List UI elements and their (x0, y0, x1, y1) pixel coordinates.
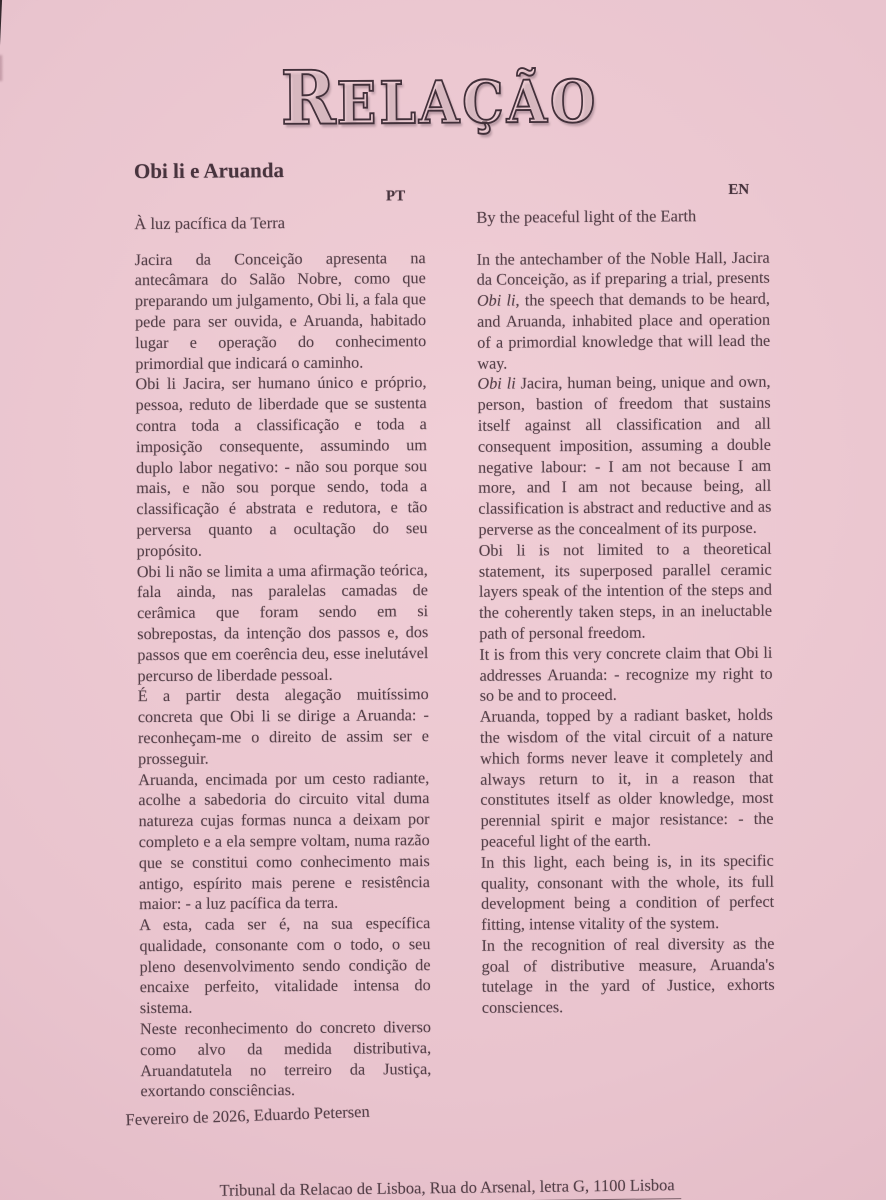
paragraph: É a partir desta alegação muitíssimo concreta que Obi li se dirige a Aruanda: - reconheçam-me o direito de assim ser e prosseguir. (137, 685, 430, 768)
photo-edge-artifact (0, 0, 2, 49)
document-title: Obi li e Aruanda (133, 158, 285, 184)
footer-address (4, 1173, 886, 1200)
paragraphs-pt (135, 248, 432, 1103)
english-column (476, 180, 775, 1019)
paragraph: A esta, cada ser é, na sua específica qualidade, consonante com o todo, o seu pleno desenvolvimento sendo condição de encaixe perfeito, vitalidade intensa do sistema. (139, 914, 431, 1018)
footer-address-text: Tribunal da Relacao de Lisboa, Rua do Arsenal, letra G, 1100 Lisboa (213, 1175, 680, 1200)
paragraph: Aruanda, topped by a radiant basket, holds the wisdom of the vital circuit of a nature which forms never leave it completely and always return to it, in a reason that constitutes itself as older knowledge, most perennial spirit e major resistance: - the peaceful light of the earth. (479, 705, 774, 851)
subtitle-en: By the peaceful light of the Earth (476, 206, 697, 227)
paragraphs-en (477, 247, 775, 1019)
paragraph: Obi li não se limita a uma afirmação teórica, fala ainda, nas paralelas camadas de cerâmica que foram sendo em si sobrepostas, da intenção dos passos e, dos passos que em coerência deu, esse inelutável percurso de liberdade pessoal. (136, 560, 429, 685)
paragraph: In the recognition of real diversity as the goal of distributive measure, Aruanda's tutelage in the yard of Justice, exhorts consciences. (481, 934, 775, 1018)
relacao-court-logo: RELAÇÃO (280, 54, 599, 142)
signature-date-author: Fevereiro de 2026, Eduardo Petersen (125, 1101, 371, 1130)
paragraph: Obi li Jacira, ser humano único e próprio, pessoa, reduto de liberdade que se sustenta contra toda a classificação e toda a imposição consequente, assumindo um duplo labor negativo: - não sou porque sou mais, e não sou porque sendo, toda a classificação é abstrata e redutora, e tão perversa quanto a ocultação do seu propósito. (135, 373, 428, 560)
language-label-en: EN (728, 181, 750, 198)
paragraph: In the antechamber of the Noble Hall, Jacira da Conceição, as if preparing a trial, presents Obi li, the speech that demands to be heard, and Aruanda, inhabited place and operation of a primordial knowledge that will lead the way. (476, 248, 771, 373)
paragraph: It is from this very concrete claim that Obi li addresses Aruanda: - recognize my right to so be and to proceed. (479, 643, 773, 706)
paragraph: Jacira da Conceição apresenta na antecâmara do Salão Nobre, como que preparando um julgamento, Obi li, a fala que pede para ser ouvida, e Aruanda, habitado lugar e operação do conhecimento primordial que indicará o caminho. (134, 248, 427, 373)
language-label-pt: PT (385, 188, 406, 205)
paragraph: Neste reconhecimento do concreto diverso como alvo da medida distributiva, Aruandatutela no terreiro da Justiça, exortando consciências. (139, 1018, 432, 1101)
paragraph: Obi li is not limited to a theoretical statement, its superposed parallel ceramic layers speak of the intention of the steps and the coherently taken steps, in an ineluctable path of personal freedom. (478, 539, 773, 643)
paragraph: In this light, each being is, in its specific quality, consonant with the whole, its full development being a condition of perfect fitting, intense vitality of the system. (480, 851, 775, 934)
subtitle-pt: À luz pacífica da Terra (134, 212, 286, 233)
portuguese-column (134, 156, 432, 1102)
paragraph: Obi li Jacira, human being, unique and own, person, bastion of freedom that sustains itself against all classification and all consequent imposition, assuming a double negative labour: - I am not because I am more, and I am not because being, all classification is abstract and reductive and as perverse as the concealment of its purpose. (477, 373, 772, 539)
paragraph: Aruanda, encimada por um cesto radiante, acolhe a sabedoria do circuito vital duma natureza cujas formas nunca a deixam por completo e a ela sempre voltam, numa razão que se constitui como conhecimento mais antigo, espírito mais perene e resistência maior: - a luz pacífica da terra. (138, 768, 431, 914)
